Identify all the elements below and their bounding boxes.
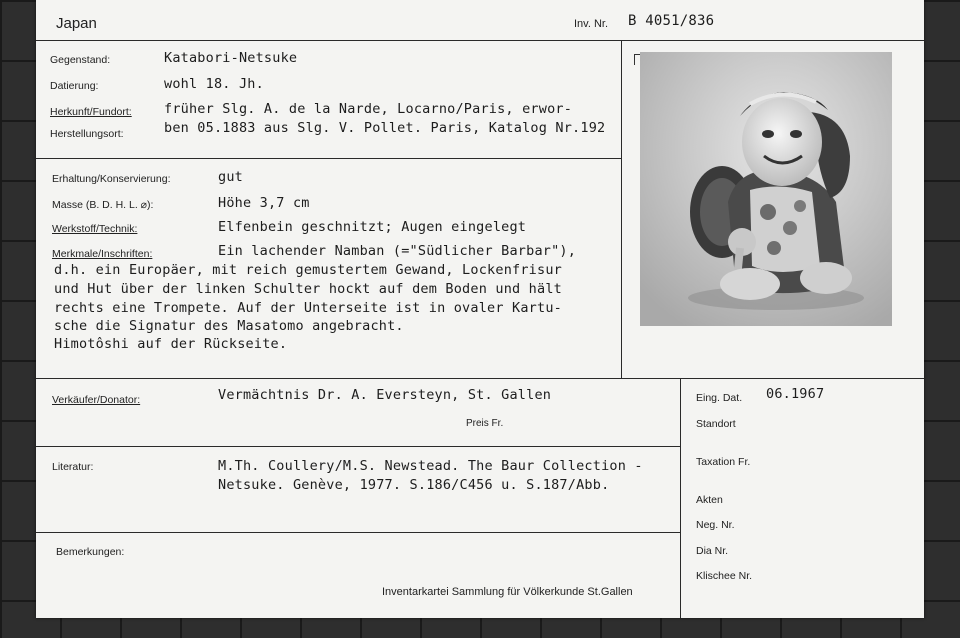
country-label: Japan (56, 15, 97, 32)
gegenstand-label: Gegenstand: (50, 54, 111, 66)
card-footer: Inventarkartei Sammlung für Völkerkunde St.Gallen (382, 586, 633, 598)
literatur-line-2: Netsuke. Genève, 1977. S.186/C456 u. S.187/Abb. (218, 477, 610, 493)
werkstoff-value: Elfenbein geschnitzt; Augen eingelegt (218, 219, 527, 235)
masse-value: Höhe 3,7 cm (218, 195, 310, 211)
klischee-nr-label: Klischee Nr. (696, 570, 753, 582)
datierung-value: wohl 18. Jh. (164, 76, 264, 92)
gegenstand-value: Katabori-Netsuke (164, 50, 298, 66)
merkmale-line-4: rechts eine Trompete. Auf der Unterseite ist in ovaler Kartu- (54, 300, 562, 316)
merkmale-line-5: sche die Signatur des Masatomo angebracht. (54, 318, 404, 334)
herkunft-label: Herkunft/Fundort: (50, 106, 132, 118)
netsuke-photo (640, 52, 892, 326)
eing-dat-label: Eing. Dat. (696, 392, 743, 404)
literatur-label: Literatur: (52, 461, 94, 473)
merkmale-line-3: und Hut über der linken Schulter hockt auf dem Boden und hält (54, 281, 562, 297)
merkmale-line-1: Ein lachender Namban (="Südlicher Barbar"), (218, 243, 577, 259)
herstellungsort-label: Herstellungsort: (50, 128, 124, 140)
section-divider-1 (36, 158, 621, 159)
section-divider-2 (36, 378, 924, 379)
neg-nr-label: Neg. Nr. (696, 519, 735, 531)
erhaltung-label: Erhaltung/Konservierung: (52, 173, 171, 185)
side-divider (680, 378, 681, 618)
literatur-line-1: M.Th. Coullery/M.S. Newstead. The Baur Collection - (218, 458, 643, 474)
section-divider-4 (36, 532, 680, 533)
inventory-card (36, 0, 924, 618)
merkmale-line-2: d.h. ein Europäer, mit reich gemustertem Gewand, Lockenfrisur (54, 262, 562, 278)
preis-label: Preis Fr. (466, 418, 504, 429)
verkaeufer-value: Vermächtnis Dr. A. Eversteyn, St. Gallen (218, 387, 552, 403)
netsuke-figure-image (640, 52, 892, 326)
photo-divider (621, 40, 622, 378)
masse-label: Masse (B. D. H. L. ⌀): (52, 199, 154, 211)
herkunft-line-1: früher Slg. A. de la Narde, Locarno/Paris, erwor- (164, 101, 573, 117)
header-divider (36, 40, 924, 41)
bemerkungen-label: Bemerkungen: (56, 546, 125, 558)
erhaltung-value: gut (218, 169, 243, 185)
merkmale-label: Merkmale/Inschriften: (52, 248, 153, 260)
standort-label: Standort (696, 418, 736, 430)
taxation-label: Taxation Fr. (696, 456, 751, 468)
herkunft-line-2: ben 05.1883 aus Slg. V. Pollet. Paris, Katalog Nr.192 (164, 120, 606, 136)
dia-nr-label: Dia Nr. (696, 545, 729, 557)
verkaeufer-label: Verkäufer/Donator: (52, 394, 141, 406)
akten-label: Akten (696, 494, 723, 506)
eing-dat-value: 06.1967 (766, 386, 825, 402)
inv-nr-value: B 4051/836 (628, 13, 715, 29)
merkmale-line-6: Himotôshi auf der Rückseite. (54, 336, 288, 352)
werkstoff-label: Werkstoff/Technik: (52, 223, 138, 235)
datierung-label: Datierung: (50, 80, 99, 92)
section-divider-3 (36, 446, 680, 447)
inv-nr-label: Inv. Nr. (574, 18, 609, 30)
